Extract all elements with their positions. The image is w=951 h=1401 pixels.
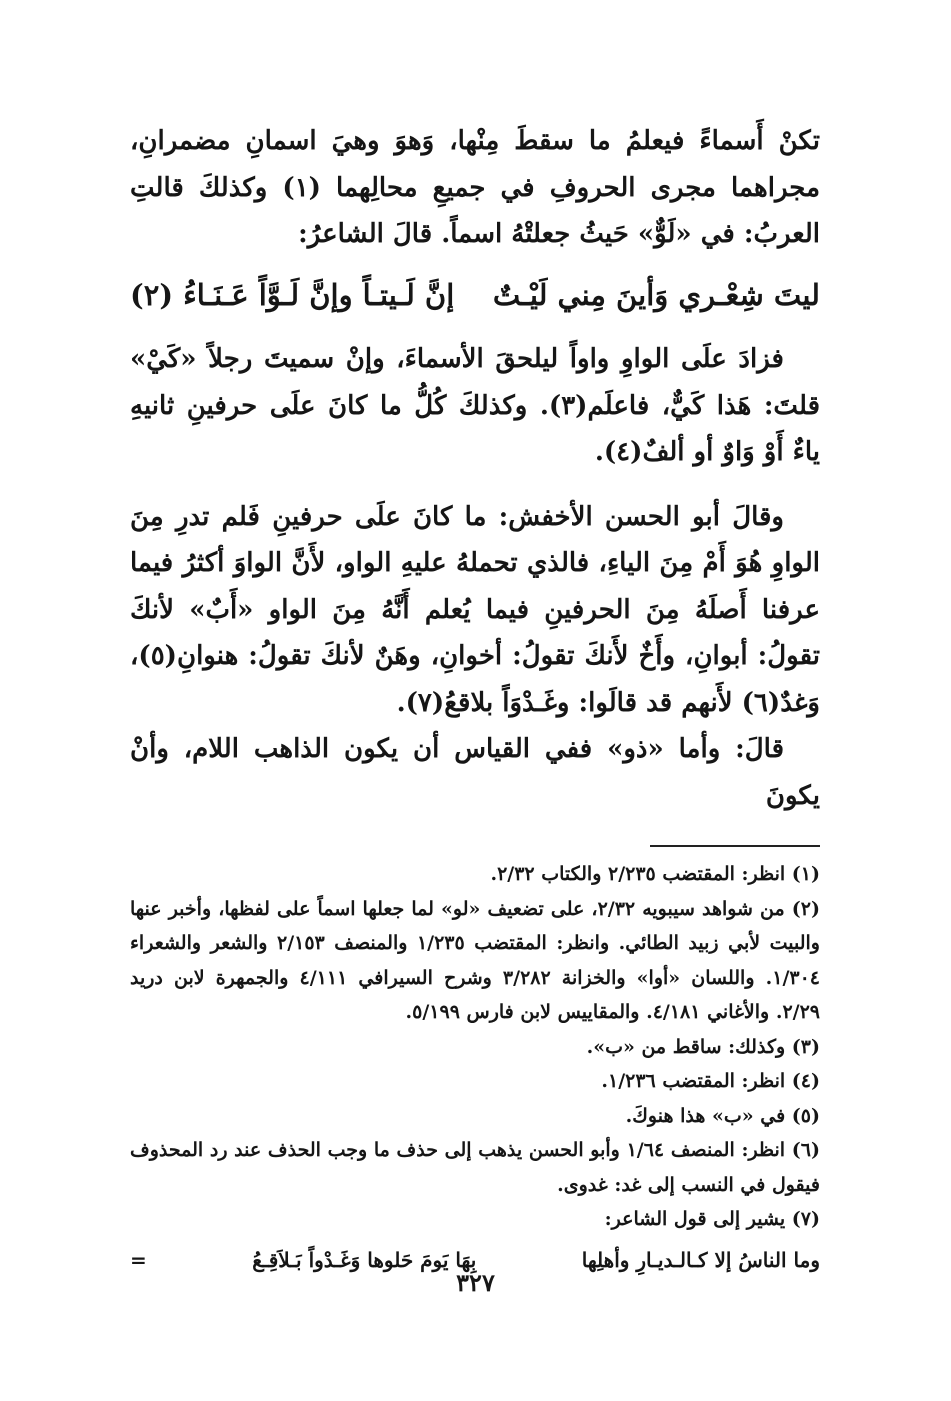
footnote-5: (٥) في «ب» هذا هنوكَ.	[625, 1104, 820, 1127]
footnote-verse-second-hemistich: بِهَا يَومَ حَلوها وَغَـدْواً بَـلاَقِـعُ	[252, 1247, 477, 1272]
footnote-6: (٦) انظر: المنصف ١/٦٤ وأبو الحسن يذهب إلى حذف ما وجب الحذف عند رد المحذوف فيقول في النسب إلى غد: غدوى.	[130, 1139, 820, 1196]
main-text	[130, 118, 820, 819]
paragraph-3: وقالَ أبو الحسن الأخفش: ما كانَ علَى حرفينِ فَلم تدرِ مِنَ الواوِ هُوَ أَمْ مِنَ الياءِ، فالذي تحملهُ عليهِ الواو، لأَنَّ الواوَ أكثرُ فيما عرفنا أَصلَهُ مِنَ الحرفينِ فيما يُعلم أَنَّهُ مِنَ الواو «أَبٌ» لأنكَ تقولُ: أبوانِ، وأَخٌ لأَنكَ تقولُ: أخوانِ، وهَنٌ لأنكَ تقولُ: هنوانِ(٥)، وَغدٌ(٦) لأَنهم قد قالَوا: وغَـدْوَاً بلاقعُ(٧).	[130, 501, 820, 718]
footnote-7: (٧) يشير إلى قول الشاعر:	[604, 1208, 820, 1230]
page-body	[130, 118, 820, 1277]
poetry-verse	[130, 272, 820, 319]
footnote-1: (١) انظر: المقتضب ٢/٢٣٥ والكتاب ٢/٣٢.	[490, 863, 820, 885]
paragraph-4: قالَ: وأما «ذو» ففي القياس أن يكون الذاهب اللام، وأنْ يكونَ	[130, 734, 820, 811]
footnote-3: (٣) وكذلك: ساقط من «ب».	[586, 1035, 820, 1058]
verse-second-hemistich: إنَّ لَـيتـاً وإنَّ لَـوَّاً عَـنَـاءُ (٢)	[130, 277, 455, 312]
footnote-divider	[650, 845, 820, 847]
footnote-2: (٢) من شواهد سيبويه ٢/٣٢، على تضعيف «لو» لما جعلها اسماً على لفظها، وأخبر عنها والبيت لأبي زبيد الطائي. وانظر: المقتضب ١/٢٣٥ والمنصف ٢/١٥٣ والشعر والشعراء ١/٣٠٤. واللسان «أوا» والخزانة ٣/٢٨٢ وشرح السيرافي ٤/١١١ والجمهرة لابن دريد ٢/٢٩. والأغاني ٤/١٨١. والمقاييس لابن فارس ٥/١٩٩.	[130, 897, 820, 1023]
continuation-mark: =	[130, 1247, 147, 1272]
verse-first-hemistich: ليتَ شِعْـري وَأينَ مِني لَيْـتٌ	[492, 277, 820, 312]
footnote-verse-first-hemistich: وما الناسُ إلا كـالـديـارِ وأهلِها	[581, 1247, 820, 1272]
footnote-4: (٤) انظر: المقتضب ١/٢٣٦.	[601, 1070, 820, 1092]
paragraph-1: تكنْ أَسماءً فيعلمُ ما سقطَ مِنْها، وَهوَ وهيَ اسمانِ مضمرانِ، مجراهما مجرى الحروفِ في جميعِ محالِهما (١) وكذلكَ قالتِ العربُ: في «لَوٌّ» حَيثُ جعلتْهُ اسماً. قالَ الشاعرُ:	[130, 126, 821, 249]
footnotes	[130, 857, 820, 1277]
paragraph-2: فزادَ علَى الواوِ واواً ليلحقَ الأسماءَ، وإنْ سميتَ رجلاً «كَيْ» قلتَ: هَذا كَيٌّ، فاعلَم(٣). وكذلكَ كُلُّ ما كانَ علَى حرفينِ ثانيهِ ياءٌ أَوْ وَاوٌ أو ألفٌ(٤).	[130, 344, 821, 467]
page-number: ٣٢٧	[456, 1268, 495, 1297]
